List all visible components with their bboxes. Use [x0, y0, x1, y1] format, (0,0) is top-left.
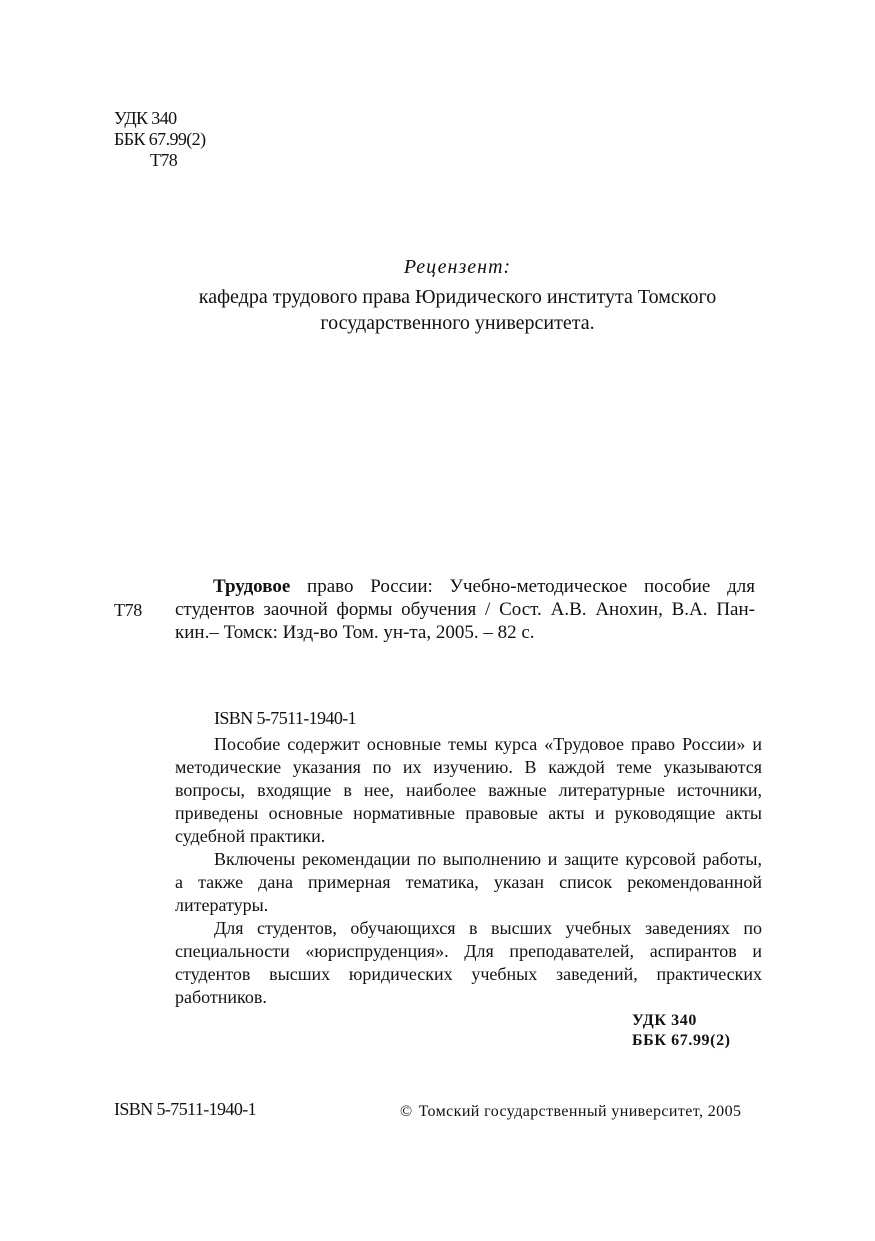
reviewer-line: государственного университета.	[320, 312, 595, 334]
reviewer-line: кафедра трудового права Юридического института Томского	[198, 286, 717, 308]
udk-code-bold: УДК 340	[632, 1012, 697, 1029]
abstract-line: литературы.	[175, 895, 269, 915]
citation-line: студентов заочной формы обучения / Сост. А.В. Анохин, В.А. Пан-	[175, 599, 755, 620]
citation-line	[175, 575, 755, 598]
abstract-line: а также дана примерная тематика, указан список рекомендованной	[175, 872, 762, 892]
copyright-symbol: ©	[400, 1103, 413, 1120]
reviewer-label: Рецензент:	[403, 256, 512, 278]
abstract-line: методические указания по их изучению. В каждой теме указываются	[175, 757, 762, 777]
reviewer-text	[0, 284, 875, 336]
abstract-line: приведены основные нормативные правовые акты и руководящие акты	[175, 803, 762, 823]
isbn-main: ISBN 5-7511-1940-1	[214, 708, 357, 728]
abstract-line: студентов высших юридических учебных заведений, практических	[175, 964, 762, 984]
abstract-line: вопросы, входящие в нее, наиболее важные литературные источники,	[175, 780, 762, 800]
author-mark: Т78	[150, 150, 178, 170]
abstract-line: Пособие содержит основные темы курса «Трудовое право России» и	[214, 734, 762, 754]
citation-index-code: Т78	[114, 600, 142, 620]
citation-title-bold: Трудовое	[213, 576, 291, 597]
abstract-line: Для студентов, обучающихся в высших учебных заведениях по	[214, 918, 762, 938]
abstract	[175, 733, 762, 1009]
abstract-line: Включены рекомендации по выполнению и защите курсовой работы,	[214, 849, 762, 869]
bibliographic-citation	[175, 575, 755, 644]
copyright-text: Томский государственный университет, 2005	[418, 1103, 742, 1120]
bold-classification-codes	[632, 1011, 731, 1051]
citation-line-rest: право России: Учебно-методическое пособие для	[290, 576, 755, 597]
abstract-line: специальности «юриспруденция». Для преподавателей, аспирантов и	[175, 941, 762, 961]
abstract-line: работников.	[175, 987, 267, 1007]
abstract-line: судебной практики.	[175, 826, 326, 846]
udk-code: УДК 340	[114, 108, 177, 128]
citation-line: кин.– Томск: Изд-во Том. ун-та, 2005. – 82 с.	[175, 622, 535, 643]
isbn-footer: ISBN 5-7511-1940-1	[114, 1099, 257, 1119]
copyright-notice	[400, 1100, 741, 1123]
top-classification-codes	[114, 108, 205, 171]
bbk-code-bold: ББК 67.99(2)	[632, 1032, 731, 1049]
bbk-code: ББК 67.99(2)	[114, 129, 206, 149]
